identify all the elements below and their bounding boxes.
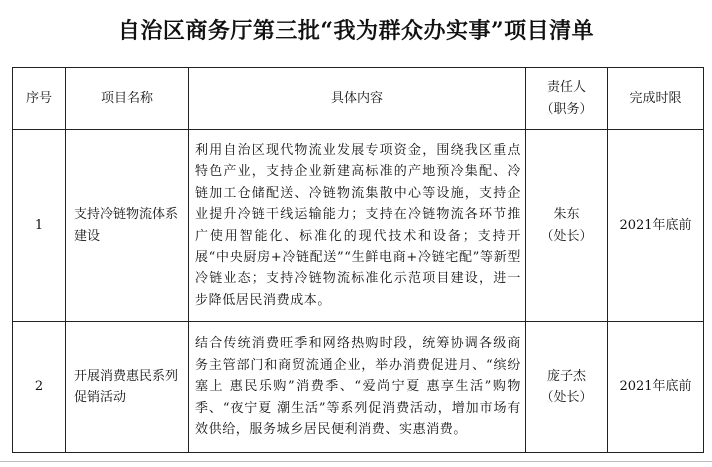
row-content-text: 利用自治区现代物流业发展专项资金，围绕我区重点特色产业，支持企业新建高标准的产地预冷集配、冷链加工仓储配送、冷链物流集散中心等设施，支持企业提升冷链干线运输能力；支持在冷链物流各环节推广使用智能化、标准化的现代技术和设备；支持开展“中央厨房+冷链配送”“生鲜电商+冷链宅配”等新型冷链业态；支持冷链物流标准化示范项目建设，进一步降低居民消费成本。 <box>195 142 521 308</box>
row-owner-name: 朱东 <box>553 207 580 223</box>
row-content-text: 结合传统消费旺季和网络热购时段，统筹协调各级商务主管部门和商贸流通企业，举办消费促进月、“缤纷塞上 惠民乐购”消费季、“爱尚宁夏 惠享生活”购物季、“夜宁夏 潮生活”等系列促消费活动，增加市场有效供给，服务城乡居民便利消费、实惠消费。 <box>195 336 521 438</box>
header-name: 项目名称 <box>66 68 189 130</box>
row-owner-title: （处长） <box>540 228 593 244</box>
header-owner-line1: 责任人 <box>546 80 586 96</box>
row-content <box>189 322 526 453</box>
page-bottom-divider <box>0 461 712 462</box>
table-row <box>13 130 704 322</box>
row-owner-title: （处长） <box>540 390 593 405</box>
row-owner <box>526 322 608 453</box>
page-title: 自治区商务厅第三批“我为群众办实事”项目清单 <box>117 18 595 44</box>
row-seq: 1 <box>13 130 66 322</box>
row-project-name: 开展消费惠民系列促销活动 <box>66 322 189 453</box>
project-table <box>12 67 704 453</box>
header-seq: 序号 <box>13 68 66 130</box>
row-content <box>189 130 526 322</box>
row-owner <box>526 130 608 322</box>
table-header-row <box>13 68 704 130</box>
row-deadline: 2021年底前 <box>608 322 704 453</box>
header-owner <box>526 68 608 130</box>
row-project-name: 支持冷链物流体系建设 <box>66 130 189 322</box>
table-row <box>13 322 704 453</box>
row-owner-name: 庞子杰 <box>546 368 586 384</box>
header-content: 具体内容 <box>189 68 526 130</box>
row-seq: 2 <box>13 322 66 453</box>
header-owner-line2: （职务） <box>540 101 593 117</box>
header-deadline: 完成时限 <box>608 68 704 130</box>
row-deadline: 2021年底前 <box>608 130 704 322</box>
